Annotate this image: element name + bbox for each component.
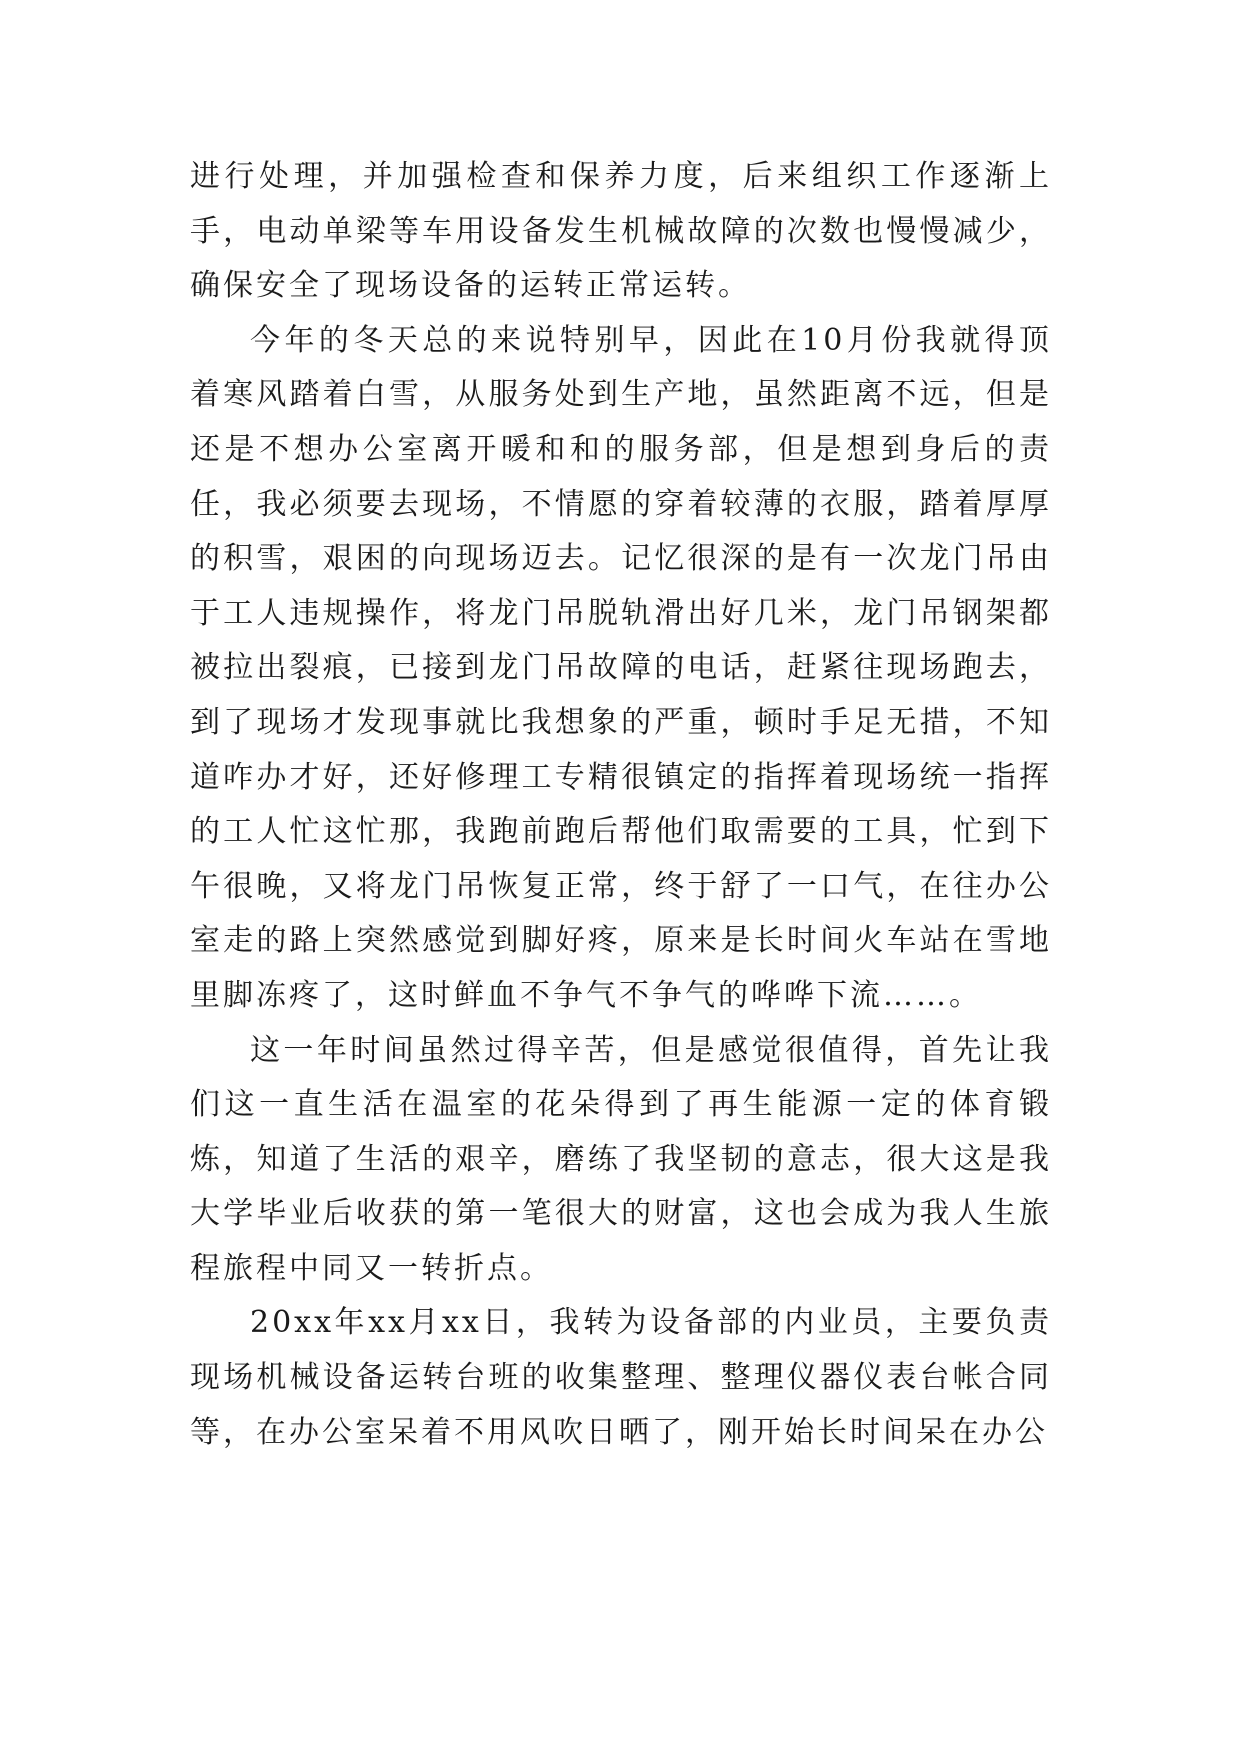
paragraph-4: 20xx年xx月xx日，我转为设备部的内业员，主要负责现场机械设备运转台班的收集整理、整理仪器仪表台帐合同等，在办公室呆着不用风吹日晒了，刚开始长时间呆在办公: [190, 1305, 1052, 1450]
paragraph-2: 今年的冬天总的来说特别早，因此在10月份我就得顶着寒风踏着白雪，从服务处到生产地，虽然距离不远，但是还是不想办公室离开暖和和的服务部，但是想到身后的责任，我必须要去现场，不情愿的穿着较薄的衣服，踏着厚厚的积雪，艰困的向现场迈去。记忆很深的是有一次龙门吊由于工人违规操作，将龙门吊脱轨滑出好几米，龙门吊钢架都被拉出裂痕，已接到龙门吊故障的电话，赶紧往现场跑去，到了现场才发现事就比我想象的严重，顿时手足无措，不知道咋办才好，还好修理工专精很镇定的指挥着现场统一指挥的工人忙这忙那，我跑前跑后帮他们取需要的工具，忙到下午很晚，又将龙门吊恢复正常，终于舒了一口气，在往办公室走的路上突然感觉到脚好疼，原来是长时间火车站在雪地里脚冻疼了，这时鲜血不争气不争气的哗哗下流……。: [190, 322, 1052, 1013]
document-page: [190, 150, 1052, 1460]
paragraph-1: 进行处理，并加强检查和保养力度，后来组织工作逐渐上手，电动单梁等车用设备发生机械故障的次数也慢慢减少，确保安全了现场设备的运转正常运转。: [190, 159, 1052, 304]
paragraph-3: 这一年时间虽然过得辛苦，但是感觉很值得，首先让我们这一直生活在温室的花朵得到了再生能源一定的体育锻炼，知道了生活的艰辛，磨练了我坚韧的意志，很大这是我大学毕业后收获的第一笔很大的财富，这也会成为我人生旅程旅程中同又一转折点。: [190, 1032, 1052, 1286]
